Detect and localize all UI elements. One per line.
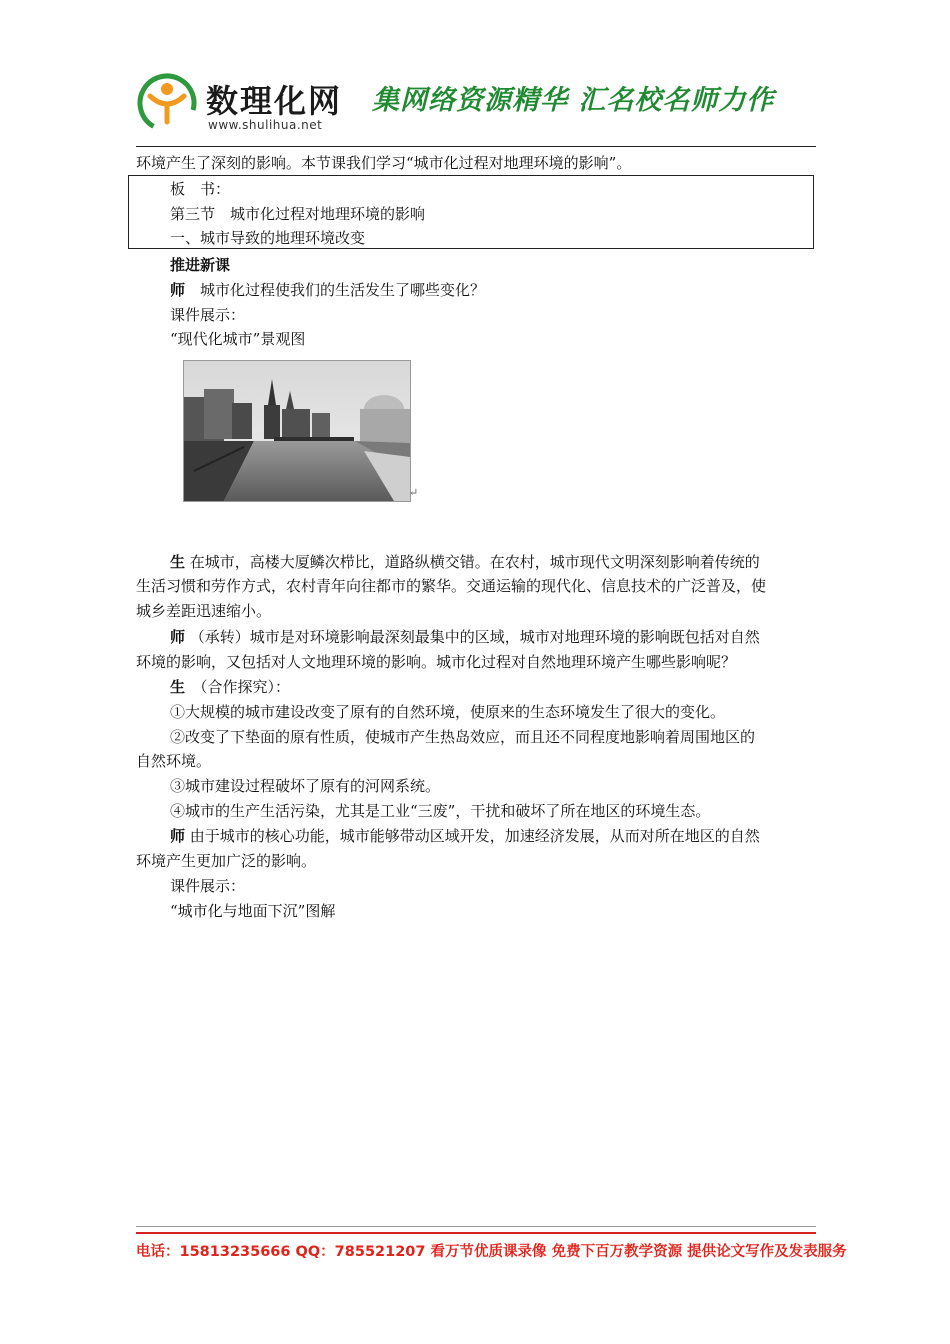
point-3: ③城市建设过程破坏了原有的河网系统。 xyxy=(170,777,441,795)
site-header xyxy=(136,64,816,144)
student-answer-1-line-2: 生活习惯和劳作方式，农村青年向往都市的繁华。交通运输的现代化、信息技术的广泛普及，使 xyxy=(136,577,767,595)
display-caption-2: “城市化与地面下沉”图解 xyxy=(170,902,336,920)
question-text: 城市化过程使我们的生活发生了哪些变化？ xyxy=(200,281,486,299)
footer-divider-gray xyxy=(136,1226,816,1227)
speaker-teacher: 师 xyxy=(170,281,186,299)
teacher-transition-line-1 xyxy=(136,626,760,648)
footer-contact: 电话：15813235666 QQ：785521207 看万节优质课录像 免费下百万教学资源 提供论文写作及发表服务 xyxy=(136,1244,847,1260)
brand-url[interactable]: www.shulihua.net xyxy=(208,118,323,132)
point-1: ①大规模的城市建设改变了原有的自然环境，使原来的生态环境发生了很大的变化。 xyxy=(170,703,726,721)
answer-text: 在城市，高楼大厦鳞次栉比，道路纵横交错。在农村，城市现代文明深刻影响着传统的 xyxy=(189,553,760,571)
speaker-teacher: 师 xyxy=(170,827,186,845)
paragraph-return-mark: ↵ xyxy=(409,486,419,499)
city-landscape-image xyxy=(184,361,410,501)
summary-text: 由于城市的核心功能，城市能够带动区域开发，加速经济发展，从而对所在地区的自然 xyxy=(189,827,760,845)
speaker-student: 生 xyxy=(170,553,186,571)
footer-divider-red xyxy=(136,1232,816,1234)
board-label: 板 书： xyxy=(170,180,231,198)
student-answer-1-line-1 xyxy=(136,551,760,573)
student-inquiry xyxy=(136,676,290,698)
brand-name: 数理化网 xyxy=(206,82,343,120)
display-label-1: 课件展示： xyxy=(170,306,246,324)
board-section-title: 第三节 城市化过程对地理环境的影响 xyxy=(170,205,426,223)
display-label-2: 课件展示： xyxy=(170,877,246,895)
point-2-line-2: 自然环境。 xyxy=(136,752,212,770)
speaker-teacher: 师 xyxy=(170,628,186,646)
speaker-student: 生 xyxy=(170,678,186,696)
inquiry-text: （合作探究）： xyxy=(200,678,291,696)
transition-text: （承转）城市是对环境影响最深刻最集中的区域，城市对地理环境的影响既包括对自然 xyxy=(189,628,760,646)
board-item-1: 一、城市导致的地理环境改变 xyxy=(170,229,366,247)
logo-icon xyxy=(136,72,198,134)
new-lesson-heading: 推进新课 xyxy=(170,256,231,274)
display-caption-1: “现代化城市”景观图 xyxy=(170,330,306,348)
teacher-transition-line-2: 环境的影响，又包括对人文地理环境的影响。城市化过程对自然地理环境产生哪些影响呢？ xyxy=(136,653,737,671)
teacher-summary-line-1 xyxy=(136,825,760,847)
teacher-summary-line-2: 环境产生更加广泛的影响。 xyxy=(136,852,317,870)
teacher-question-1 xyxy=(136,279,485,301)
student-answer-1-line-3: 城乡差距迅速缩小。 xyxy=(136,602,272,620)
point-2-line-1: ②改变了下垫面的原有性质，使城市产生热岛效应，而且还不同程度地影响着周围地区的 xyxy=(170,728,756,746)
intro-tail: 环境产生了深刻的影响。本节课我们学习“城市化过程对地理环境的影响”。 xyxy=(136,154,632,172)
modern-city-photo xyxy=(183,360,411,502)
site-slogan: 集网络资源精华 汇名校名师力作 xyxy=(372,85,775,116)
header-divider xyxy=(136,146,816,147)
point-4: ④城市的生产生活污染，尤其是工业“三废”，干扰和破坏了所在地区的环境生态。 xyxy=(170,802,711,820)
